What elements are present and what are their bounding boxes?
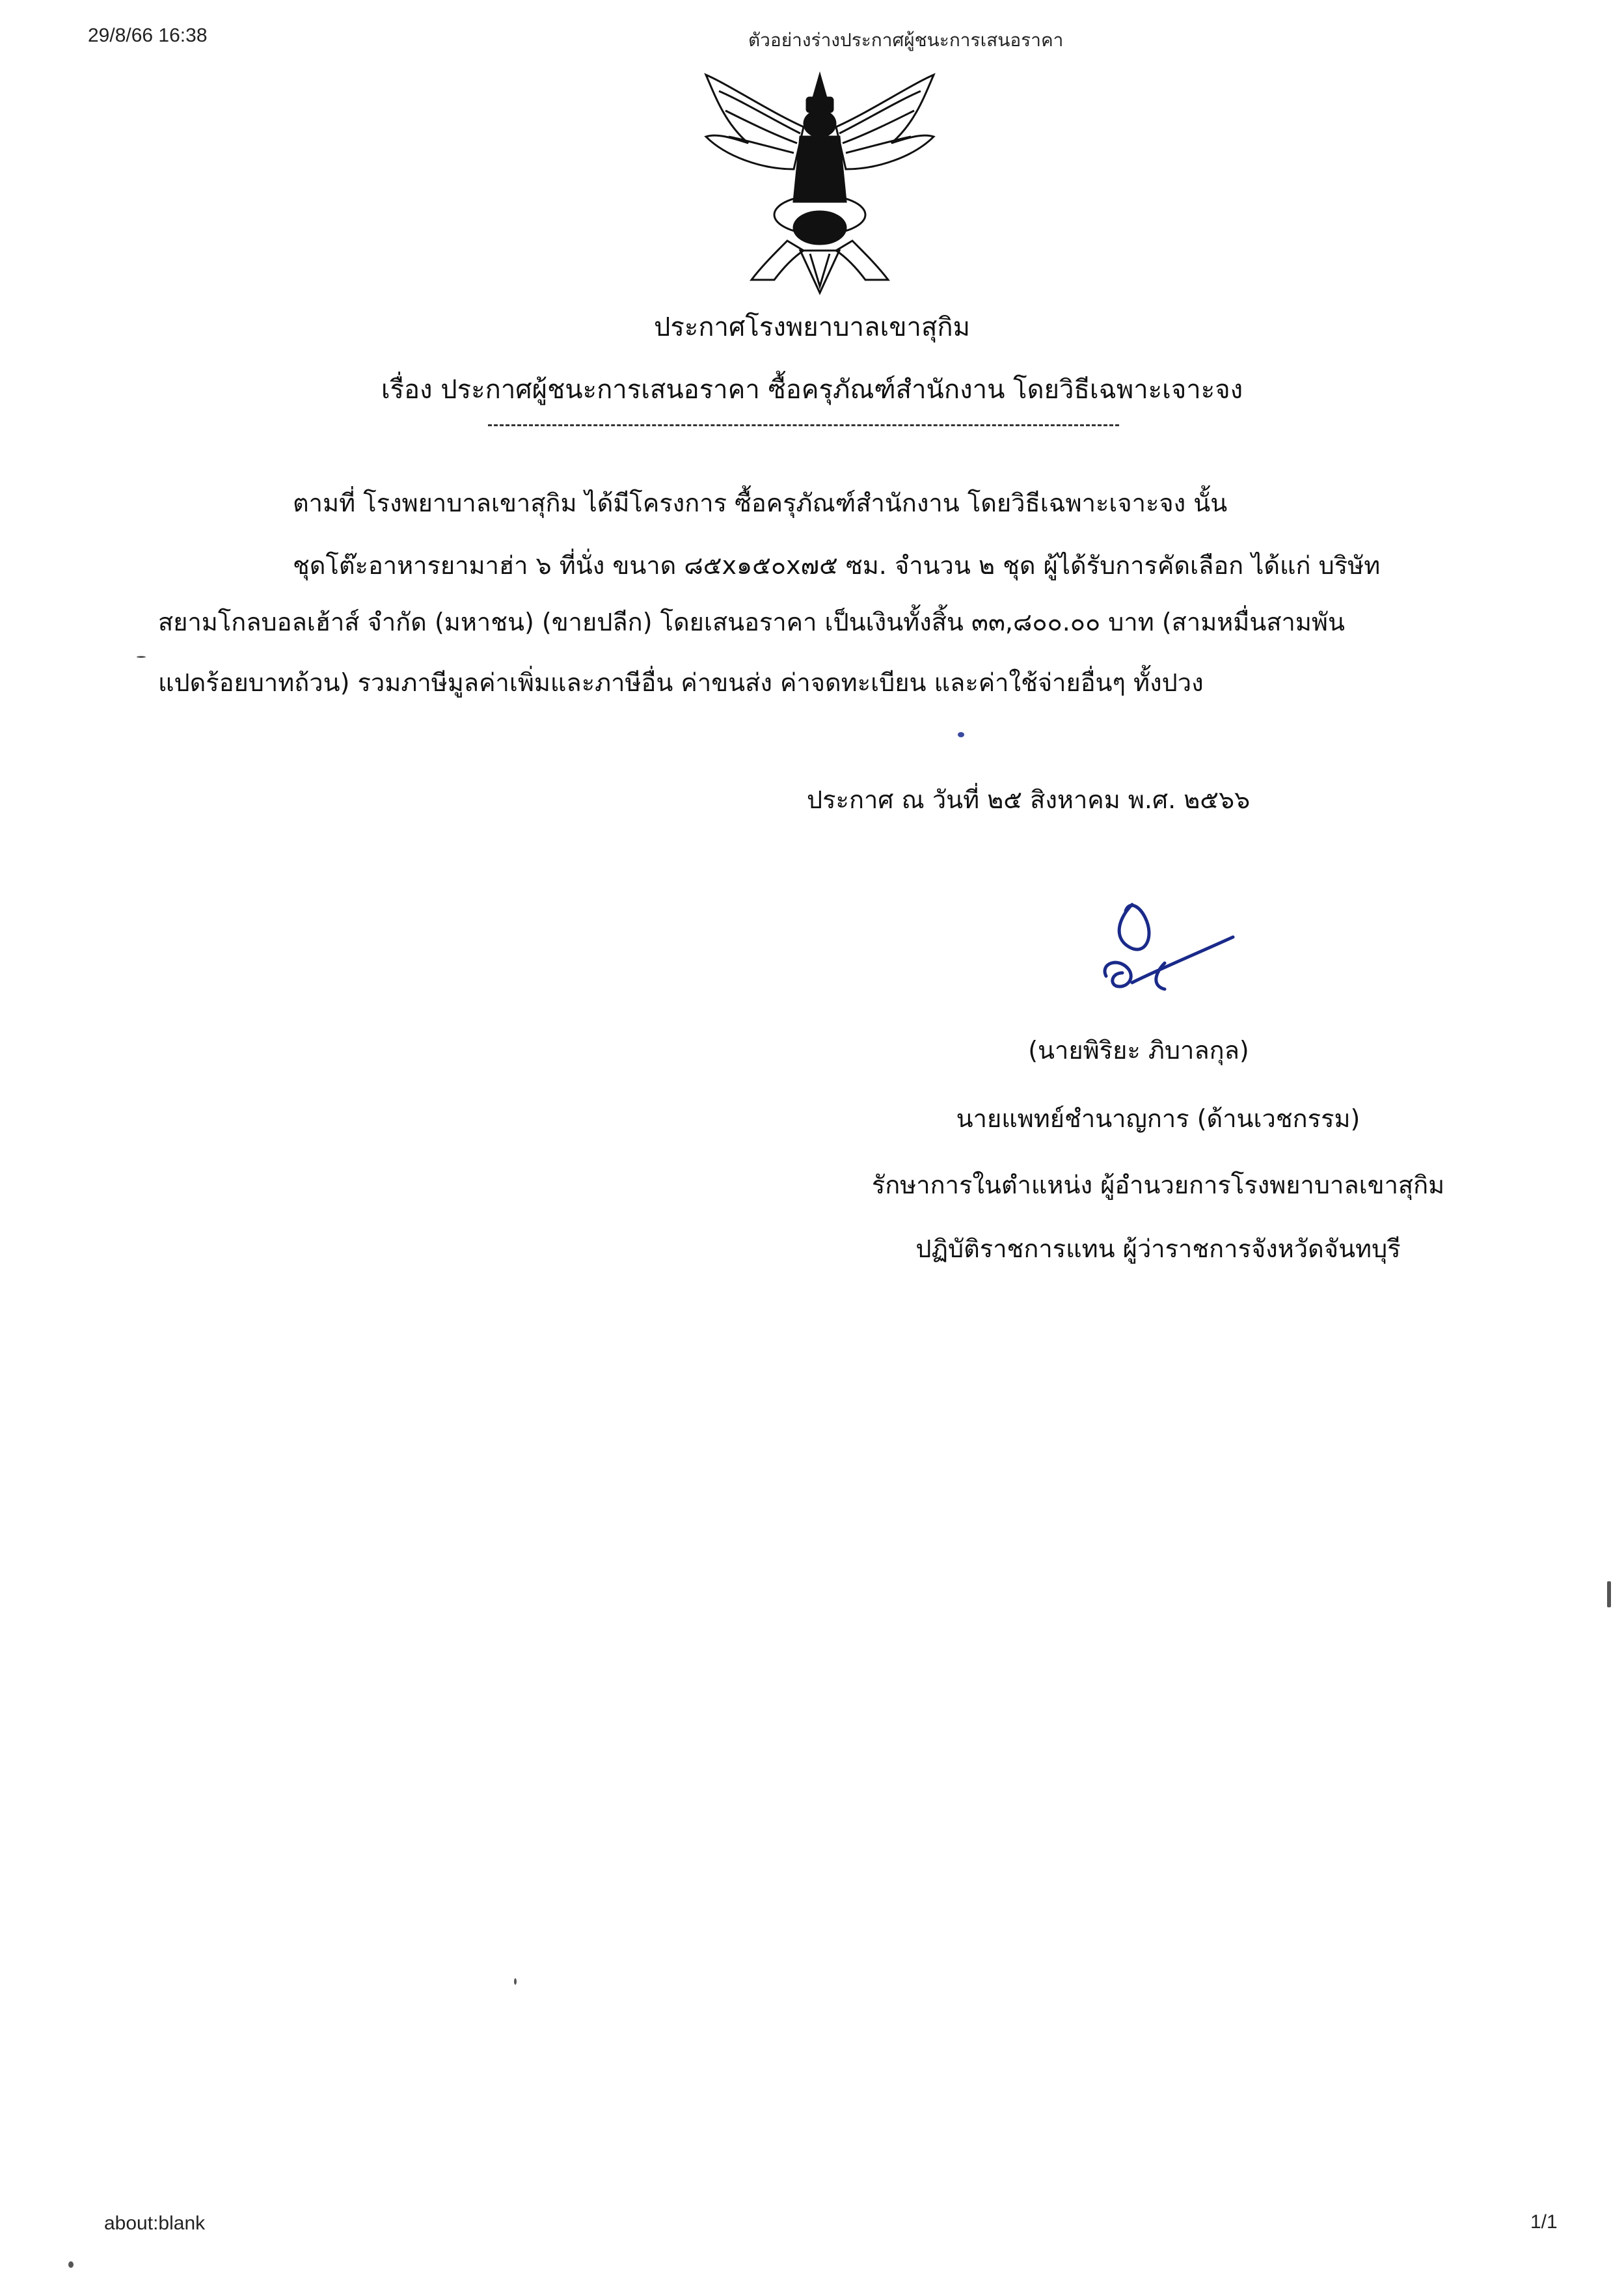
divider: [488, 424, 1119, 426]
signatory-position: นายแพทย์ชำนาญการ (ด้านเวชกรรม): [956, 1104, 1360, 1133]
scan-speck: [68, 2261, 74, 2268]
signatory-name: (นายพิริยะ ภิบาลกุล): [1028, 1036, 1249, 1065]
signatory-on-behalf: ปฏิบัติราชการแทน ผู้ว่าราชการจังหวัดจันทบุรี: [915, 1234, 1401, 1263]
announcement-subject: เรื่อง ประกาศผู้ชนะการเสนอราคา ซื้อครุภัณฑ์สำนักงาน โดยวิธีเฉพาะเจาะจง: [381, 375, 1243, 405]
body-line: ตามที่ โรงพยาบาลเขาสุกิม ได้มีโครงการ ซื้อครุภัณฑ์สำนักงาน โดยวิธีเฉพาะเจาะจง นั้น: [293, 489, 1228, 517]
scan-speck: [1607, 1581, 1611, 1607]
garuda-emblem-icon: [690, 72, 950, 299]
signatory-acting: รักษาการในตำแหน่ง ผู้อำนวยการโรงพยาบาลเขาสุกิม: [871, 1171, 1445, 1199]
print-header-date: 29/8/66 16:38: [88, 25, 208, 46]
print-header-title: ตัวอย่างร่างประกาศผู้ชนะการเสนอราคา: [748, 29, 1064, 51]
scan-speck: [514, 1978, 517, 1985]
announce-date: ประกาศ ณ วันที่ ๒๕ สิงหาคม พ.ศ. ๒๕๖๖: [807, 785, 1251, 814]
scan-speck: [137, 656, 146, 658]
body-line: แปดร้อยบาทถ้วน) รวมภาษีมูลค่าเพิ่มและภาษีอื่น ค่าขนส่ง ค่าจดทะเบียน และค่าใช้จ่ายอื่นๆ ทั้งปวง: [158, 668, 1204, 697]
print-footer-page: 1/1: [1530, 2211, 1558, 2233]
body-line: สยามโกลบอลเฮ้าส์ จำกัด (มหาชน) (ขายปลีก) โดยเสนอราคา เป็นเงินทั้งสิ้น ๓๓,๘๐๐.๐๐ บาท (สามหมื่นสามพัน: [158, 608, 1345, 636]
print-footer-url: about:blank: [104, 2213, 206, 2234]
body-line: ชุดโต๊ะอาหารยามาฮ่า ๖ ที่นั่ง ขนาด ๘๕x๑๕๐x๗๕ ซม. จำนวน ๒ ชุด ผู้ได้รับการคัดเลือก ได้แก่ บริษัท: [293, 551, 1381, 580]
signature-icon: [1093, 892, 1249, 1009]
scan-speck: [958, 732, 964, 737]
announcement-title: ประกาศโรงพยาบาลเขาสุกิม: [653, 312, 971, 342]
